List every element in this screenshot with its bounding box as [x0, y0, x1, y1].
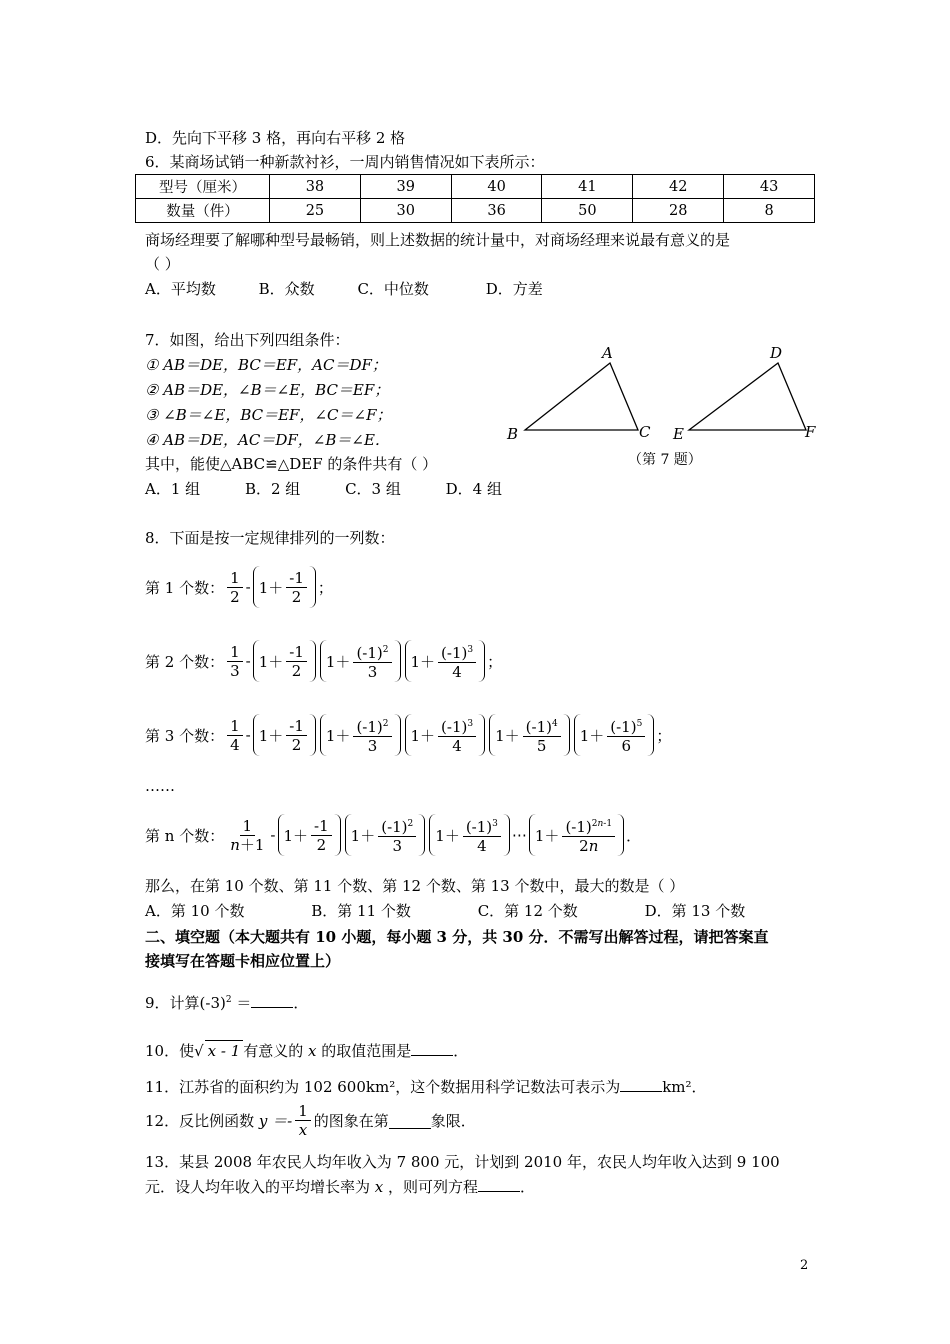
label-d: D: [770, 344, 783, 362]
factor: 1＋ $\frac{(-1)^2}{3}$: [345, 814, 426, 856]
sequence-row-3: 第 3 个数： $\frac{1}{4}$ - 1＋ $\frac{-1}{2}$ 1＋ $\frac{(-1)^2}{3}$ 1＋ $\frac{(-1)^3}{4}$ 1＋ $\frac{(-1)^4}{5}$ 1＋ $\frac{(-1)^5}{6}$ ；: [145, 714, 671, 756]
sequence-row-2: 第 2 个数： $\frac{1}{3}$ - 1＋ $\frac{-1}{2}$ 1＋ $\frac{(-1)^2}{3}$ 1＋ $\frac{(-1)^3}{4}$ ；: [145, 640, 502, 682]
q7-condition-4: ④ AB＝DE，AC＝DF，∠B＝∠E．: [145, 431, 390, 449]
table-row: [136, 199, 815, 223]
sales-table: [135, 174, 815, 223]
answer-blank: [411, 1040, 453, 1056]
table-cell: 25: [270, 199, 361, 223]
q7-condition-1: ① AB＝DE，BC＝EF，AC＝DF；: [145, 356, 387, 374]
q11: 11．江苏省的面积约为 102 600km²，这个数据用科学记数法可表示为 km²．: [145, 1078, 707, 1096]
label-a: A: [602, 344, 613, 362]
label-b: B: [507, 425, 519, 443]
factor: 1＋ $\frac{(-1)^3}{4}$: [405, 714, 486, 756]
sequence-row-n: 第 n 个数： $\frac{1}{n+1}$ - 1＋ $\frac{-1}{2}$ 1＋ $\frac{(-1)^2}{3}$ 1＋ $\frac{(-1)^3}{4}$ ⋯ 1＋ $\frac{(-1)^{2n-1}}{2n}$ ．: [145, 814, 641, 856]
factor: 1＋ $\frac{-1}{2}$: [253, 566, 316, 608]
table-cell: 40: [451, 175, 542, 199]
option-c: C．3 组: [345, 480, 401, 498]
factor: 1＋ $\frac{(-1)^2}{3}$: [320, 640, 401, 682]
table-cell: 41: [542, 175, 633, 199]
factor: 1＋ $\frac{(-1)^3}{4}$: [429, 814, 510, 856]
factor: 1＋ $\frac{-1}{2}$: [253, 640, 316, 682]
answer-blank: [620, 1076, 662, 1092]
option-c: C．中位数: [357, 280, 429, 298]
option-a: A．平均数: [145, 280, 216, 298]
triangle-def: [689, 363, 806, 430]
answer-blank: [251, 992, 293, 1008]
ellipsis: ……: [145, 777, 175, 795]
fraction: $\frac{1}{n+1}$: [230, 816, 265, 854]
q8-question: 那么，在第 10 个数、第 11 个数、第 12 个数、第 13 个数中，最大的数是（ ）: [145, 877, 685, 895]
q7-condition-3: ③ ∠B＝∠E，BC＝EF，∠C＝∠F；: [145, 406, 392, 424]
figure-caption: （第 7 题）: [628, 452, 702, 468]
q8-stem: 8．下面是按一定规律排列的一列数：: [145, 529, 395, 547]
q9: 9．计算$(-3)^2$ ＝ ．: [145, 994, 309, 1012]
row-label: 第 1 个数：: [145, 578, 225, 597]
table-header-quantity: 数量（件）: [136, 199, 270, 223]
option-a: A．第 10 个数: [145, 902, 245, 920]
fraction: $\frac{1}{2}$: [227, 569, 243, 606]
factor: 1＋ $\frac{(-1)^5}{6}$: [574, 714, 655, 756]
table-cell: 8: [724, 199, 815, 223]
q8-options: [145, 901, 745, 921]
q6-question-line1: 商场经理要了解哪种型号最畅销，则上述数据的统计量中，对商场经理来说最有意义的是: [145, 231, 731, 249]
label-c: C: [639, 423, 651, 441]
fraction: $\frac{1}{4}$: [227, 717, 243, 754]
table-cell: 42: [633, 175, 724, 199]
fraction: $\frac{1}{x}$: [295, 1102, 311, 1139]
table-cell: 39: [360, 175, 451, 199]
option-b: B．2 组: [244, 480, 301, 498]
table-cell: 36: [451, 199, 542, 223]
label-e: E: [673, 425, 684, 443]
table-cell: 38: [270, 175, 361, 199]
factor: 1＋ $\frac{-1}{2}$: [278, 814, 341, 856]
factor: 1＋ $\frac{-1}{2}$: [253, 714, 316, 756]
q7-condition-2: ② AB＝DE，∠B＝∠E，BC＝EF；: [145, 381, 390, 399]
q13-line2: 元．设人均年收入的平均增长率为 x ，则可列方程 ．: [145, 1178, 536, 1196]
factor: 1＋ $\frac{(-1)^2}{3}$: [320, 714, 401, 756]
table-cell: 43: [724, 175, 815, 199]
sequence-row-1: 第 1 个数： $\frac{1}{2}$ - 1＋ $\frac{-1}{2}$ ；: [145, 566, 333, 608]
answer-blank: [478, 1176, 520, 1192]
factor: 1＋ $\frac{(-1)^4}{5}$: [489, 714, 570, 756]
factor: 1＋ $\frac{(-1)^{2n-1}}{2n}$: [529, 814, 624, 856]
table-cell: 30: [360, 199, 451, 223]
table-header-size: 型号（厘米）: [136, 175, 270, 199]
q13-line1: 13．某县 2008 年农民人均年收入为 7 800 元，计划到 2010 年，农民人均年收入达到 9 100: [145, 1153, 780, 1171]
option-b: B．众数: [258, 280, 315, 298]
q7-question: 其中，能使△ABC≌△DEF 的条件共有（ ）: [145, 455, 438, 473]
triangle-abc: [525, 363, 638, 430]
q10: 10．使√ x - 1 有意义的 x 的取值范围是 ．: [145, 1042, 469, 1060]
q6-question-line2: （ ）: [145, 255, 180, 273]
q7-options: [145, 479, 502, 499]
option-d: D．4 组: [445, 480, 502, 498]
section-title-line1: 二、填空题（本大题共有 10 小题，每小题 3 分，共 30 分．不需写出解答过程，请把答案直: [145, 928, 769, 946]
q7-stem: 7．如图，给出下列四组条件：: [145, 331, 350, 349]
option-a: A．1 组: [145, 480, 201, 498]
row-label: 第 3 个数：: [145, 726, 225, 745]
triangles-figure: [495, 340, 825, 475]
row-label: 第 n 个数：: [145, 826, 225, 845]
table-cell: 50: [542, 199, 633, 223]
option-c: C．第 12 个数: [477, 902, 578, 920]
row-label: 第 2 个数：: [145, 652, 225, 671]
q6-options: [145, 279, 543, 299]
table-cell: 28: [633, 199, 724, 223]
section-title-line2: 接填写在答题卡相应位置上）: [145, 952, 341, 970]
table-row: [136, 175, 815, 199]
option-b: B．第 11 个数: [311, 902, 411, 920]
q5-option-d: D．先向下平移 3 格，再向右平移 2 格: [145, 129, 406, 147]
option-d: D．方差: [485, 280, 543, 298]
fraction: $\frac{1}{3}$: [227, 643, 243, 680]
answer-blank: [389, 1113, 431, 1129]
factor: 1＋ $\frac{(-1)^3}{4}$: [405, 640, 486, 682]
option-d: D．第 13 个数: [644, 902, 746, 920]
label-f: F: [805, 423, 816, 441]
page-number: 2: [800, 1258, 809, 1273]
q12: 12．反比例函数 y ＝- $\frac{1}{x}$ 的图象在第 象限．: [145, 1102, 476, 1139]
q6-stem: 6．某商场试销一种新款衬衫，一周内销售情况如下表所示：: [145, 153, 545, 171]
